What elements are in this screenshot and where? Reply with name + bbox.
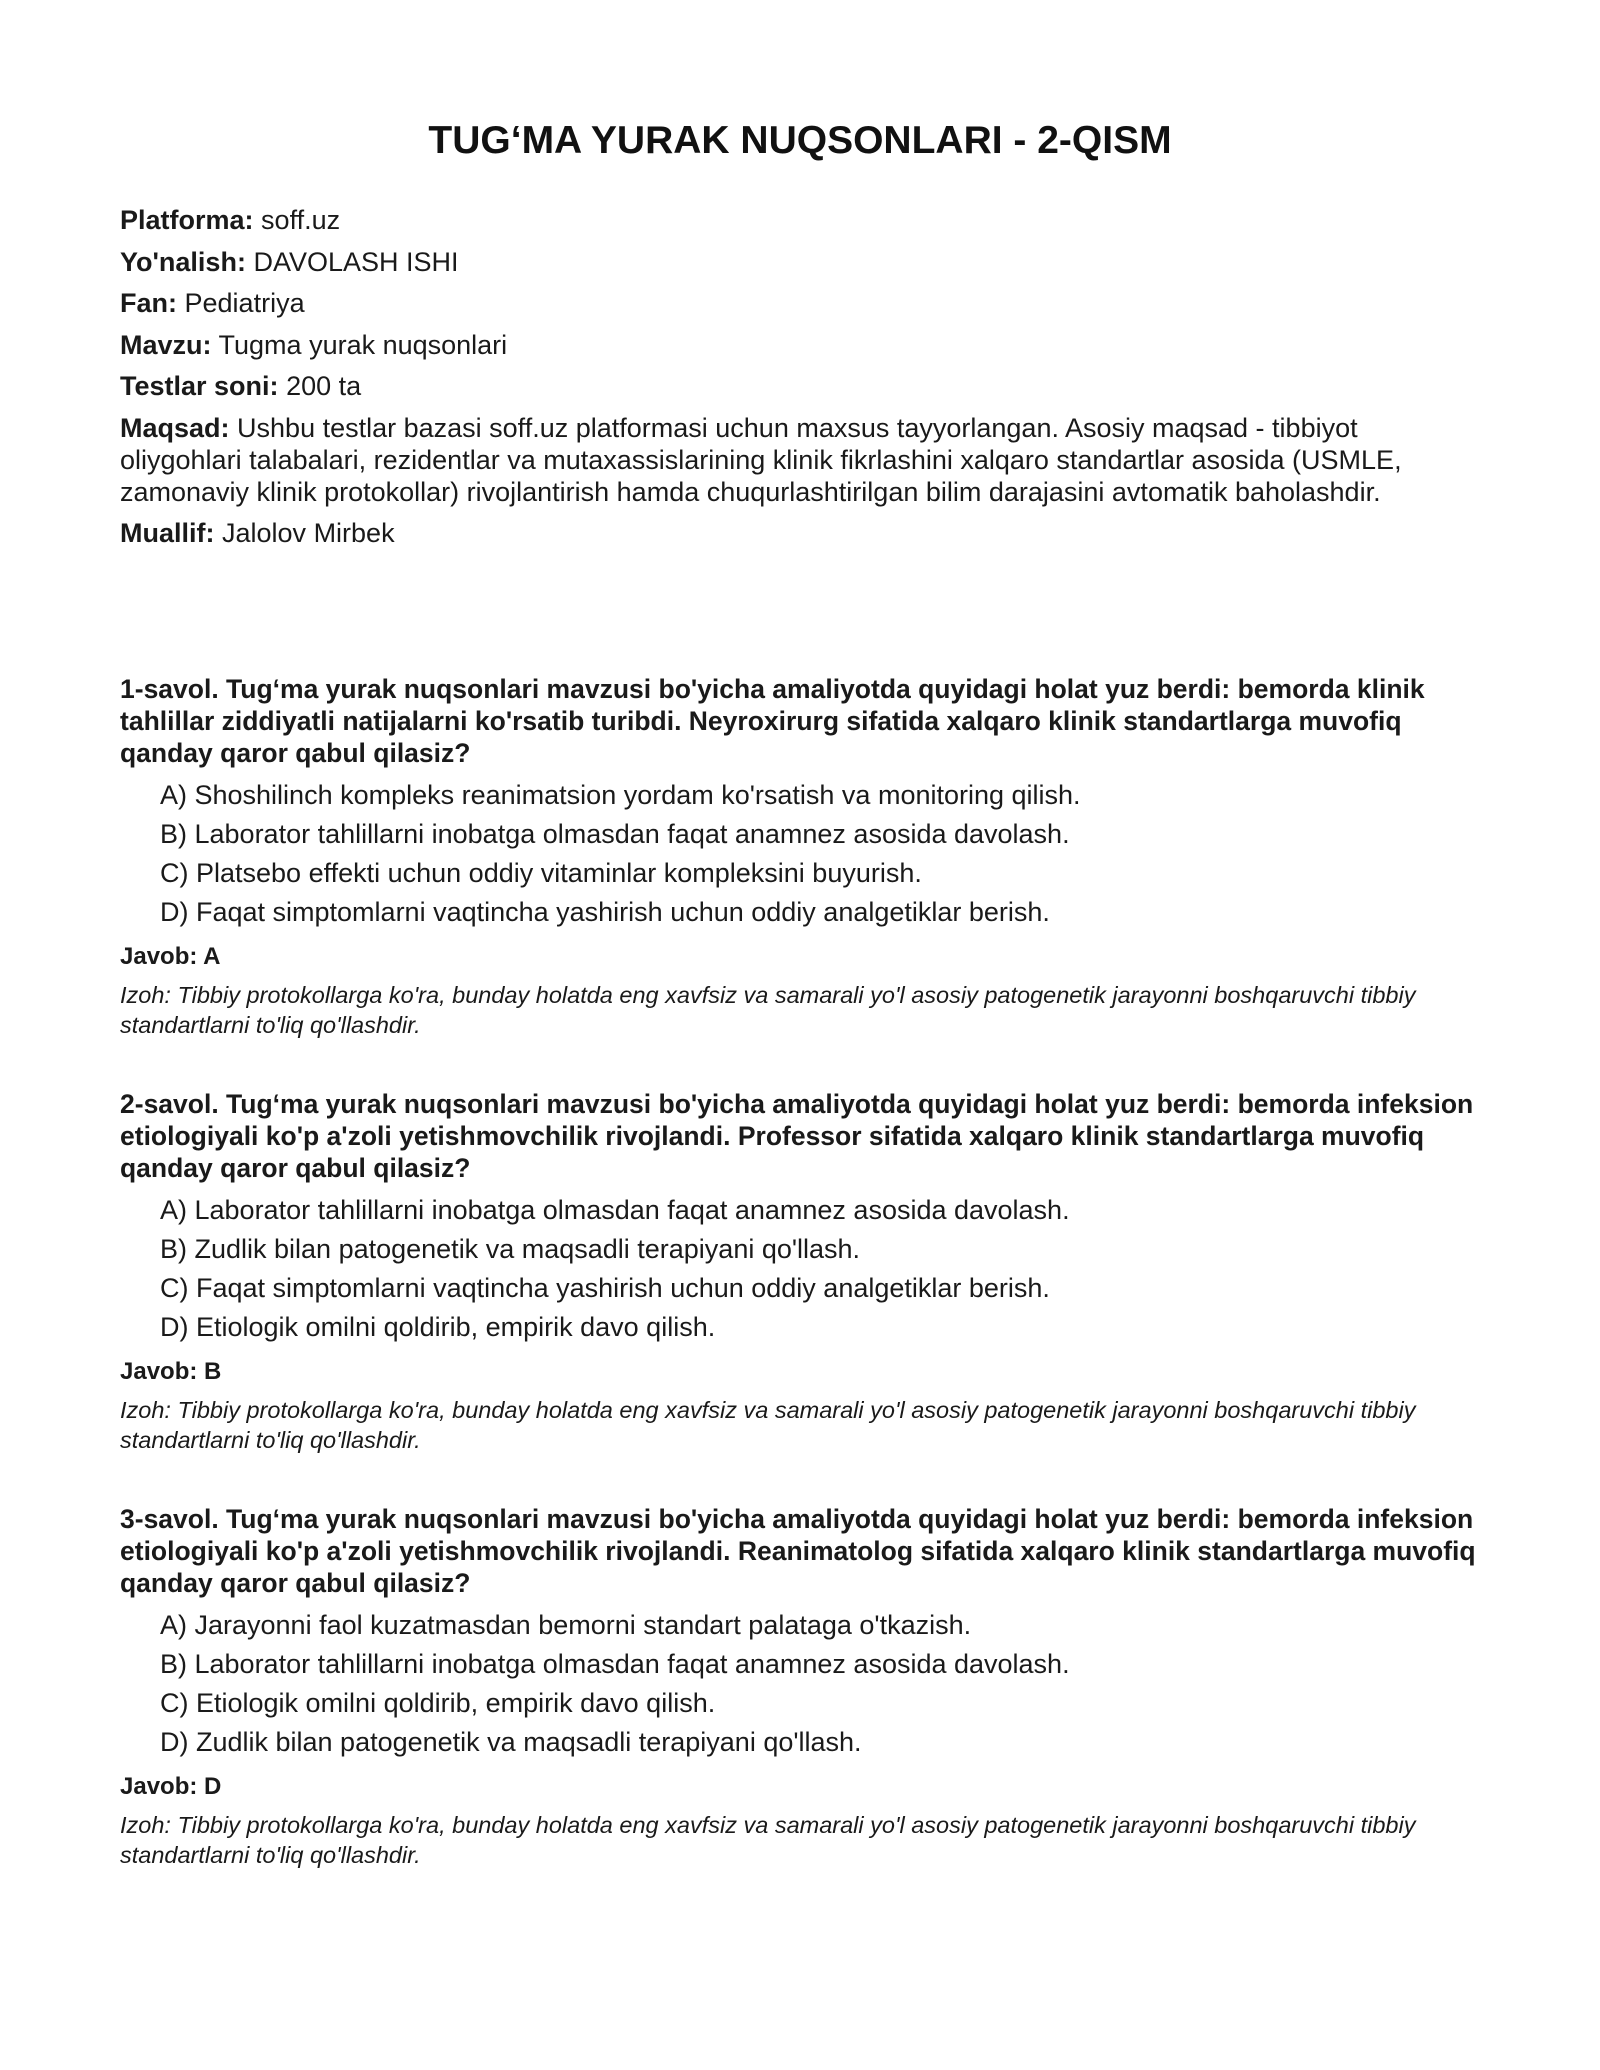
answer-option: C) Etiologik omilni qoldirib, empirik davo qilish. bbox=[160, 1688, 716, 1718]
meta-purpose bbox=[120, 412, 1480, 508]
meta-label: Testlar soni: bbox=[120, 371, 279, 401]
answer-explanation: Izoh: Tibbiy protokollarga ko'ra, bunday holatda eng xavfsiz va samarali yo'l asosiy patogenetik jarayonni boshqaruvchi tibbiy standartlarni to'liq qo'llashdir. bbox=[120, 1397, 1416, 1453]
answer-option: B) Laborator tahlillarni inobatga olmasdan faqat anamnez asosida davolash. bbox=[160, 819, 1070, 849]
correct-answer: Javob: A bbox=[120, 943, 221, 970]
meta-label: Muallif: bbox=[120, 518, 215, 548]
meta-label: Maqsad: bbox=[120, 412, 230, 443]
answer-option: D) Zudlik bilan patogenetik va maqsadli terapiyani qo'llash. bbox=[160, 1727, 862, 1757]
correct-answer: Javob: D bbox=[120, 1773, 222, 1800]
answer-option: A) Laborator tahlillarni inobatga olmasdan faqat anamnez asosida davolash. bbox=[160, 1195, 1070, 1225]
question-text: 2-savol. Tug‘ma yurak nuqsonlari mavzusi bo'yicha amaliyotda quyidagi holat yuz berdi: bemorda infeksion etiologiyali ko'p a'zoli yetishmovchilik rivojlandi. Professor sifatida xalqaro klinik standartlarga muvofiq qanday qaror qabul qilasiz? bbox=[120, 1089, 1474, 1183]
question-text: 1-savol. Tug‘ma yurak nuqsonlari mavzusi bo'yicha amaliyotda quyidagi holat yuz berdi: bemorda klinik tahlillar ziddiyatli natijalarni ko'rsatib turibdi. Neyroxirurg sifatida xalqaro klinik standartlarga muvofiq qanday qaror qabul qilasiz? bbox=[120, 674, 1425, 768]
answer-option: C) Faqat simptomlarni vaqtincha yashirish uchun oddiy analgetiklar berish. bbox=[160, 1273, 1050, 1303]
answer-explanation: Izoh: Tibbiy protokollarga ko'ra, bunday holatda eng xavfsiz va samarali yo'l asosiy patogenetik jarayonni boshqaruvchi tibbiy standartlarni to'liq qo'llashdir. bbox=[120, 982, 1416, 1038]
document-title: TUG‘MA YURAK NUQSONLARI - 2-QISM bbox=[428, 119, 1172, 162]
correct-answer: Javob: B bbox=[120, 1358, 222, 1385]
answer-option: B) Zudlik bilan patogenetik va maqsadli terapiyani qo'llash. bbox=[160, 1234, 861, 1264]
meta-value: 200 ta bbox=[286, 371, 362, 401]
question-block bbox=[120, 1503, 1480, 1870]
meta-label: Yo'nalish: bbox=[120, 246, 246, 277]
answer-option: A) Jarayonni faol kuzatmasdan bemorni standart palataga o'tkazish. bbox=[160, 1610, 972, 1640]
meta-platform bbox=[120, 204, 1480, 236]
answer-option: A) Shoshilinch kompleks reanimatsion yordam ko'rsatish va monitoring qilish. bbox=[160, 780, 1081, 810]
question-block bbox=[120, 1088, 1480, 1455]
question-text: 3-savol. Tug‘ma yurak nuqsonlari mavzusi bo'yicha amaliyotda quyidagi holat yuz berdi: bemorda infeksion etiologiyali ko'p a'zoli yetishmovchilik rivojlandi. Reanimatolog sifatida xalqaro klinik standartlarga muvofiq qanday qaror qabul qilasiz? bbox=[120, 1504, 1476, 1598]
meta-value: DAVOLASH ISHI bbox=[253, 246, 459, 277]
meta-value: Jalolov Mirbek bbox=[222, 518, 395, 548]
question-list bbox=[120, 673, 1480, 1918]
meta-value: soff.uz bbox=[261, 205, 341, 235]
question-block bbox=[120, 673, 1480, 1040]
meta-value: Ushbu testlar bazasi soff.uz platformasi uchun maxsus tayyorlangan. Asosiy maqsad - tibbiyot oliygohlari talabalari, rezidentlar va mutaxassislarining klinik fikrlashini xalqaro standartlar asosida (USMLE, zamonaviy klinik protokollar) rivojlantirish hamda chuqurlashtirilgan bilim darajasini avtomatik baholashdir. bbox=[120, 412, 1402, 507]
answer-option: B) Laborator tahlillarni inobatga olmasdan faqat anamnez asosida davolash. bbox=[160, 1649, 1070, 1679]
meta-value: Pediatriya bbox=[184, 288, 305, 318]
meta-direction bbox=[120, 246, 1480, 278]
meta-label: Mavzu: bbox=[120, 329, 212, 360]
meta-subject bbox=[120, 287, 1480, 319]
meta-test-count bbox=[120, 370, 1480, 402]
meta-author bbox=[120, 517, 1480, 549]
meta-label: Platforma: bbox=[120, 205, 254, 235]
answer-option: D) Etiologik omilni qoldirib, empirik davo qilish. bbox=[160, 1312, 716, 1342]
answer-explanation: Izoh: Tibbiy protokollarga ko'ra, bunday holatda eng xavfsiz va samarali yo'l asosiy patogenetik jarayonni boshqaruvchi tibbiy standartlarni to'liq qo'llashdir. bbox=[120, 1812, 1416, 1868]
meta-label: Fan: bbox=[120, 288, 177, 318]
meta-topic bbox=[120, 329, 1480, 361]
document-meta bbox=[120, 204, 1480, 559]
meta-value: Tugma yurak nuqsonlari bbox=[218, 329, 508, 360]
answer-option: D) Faqat simptomlarni vaqtincha yashirish uchun oddiy analgetiklar berish. bbox=[160, 897, 1050, 927]
answer-option: C) Platsebo effekti uchun oddiy vitaminlar kompleksini buyurish. bbox=[160, 858, 922, 888]
